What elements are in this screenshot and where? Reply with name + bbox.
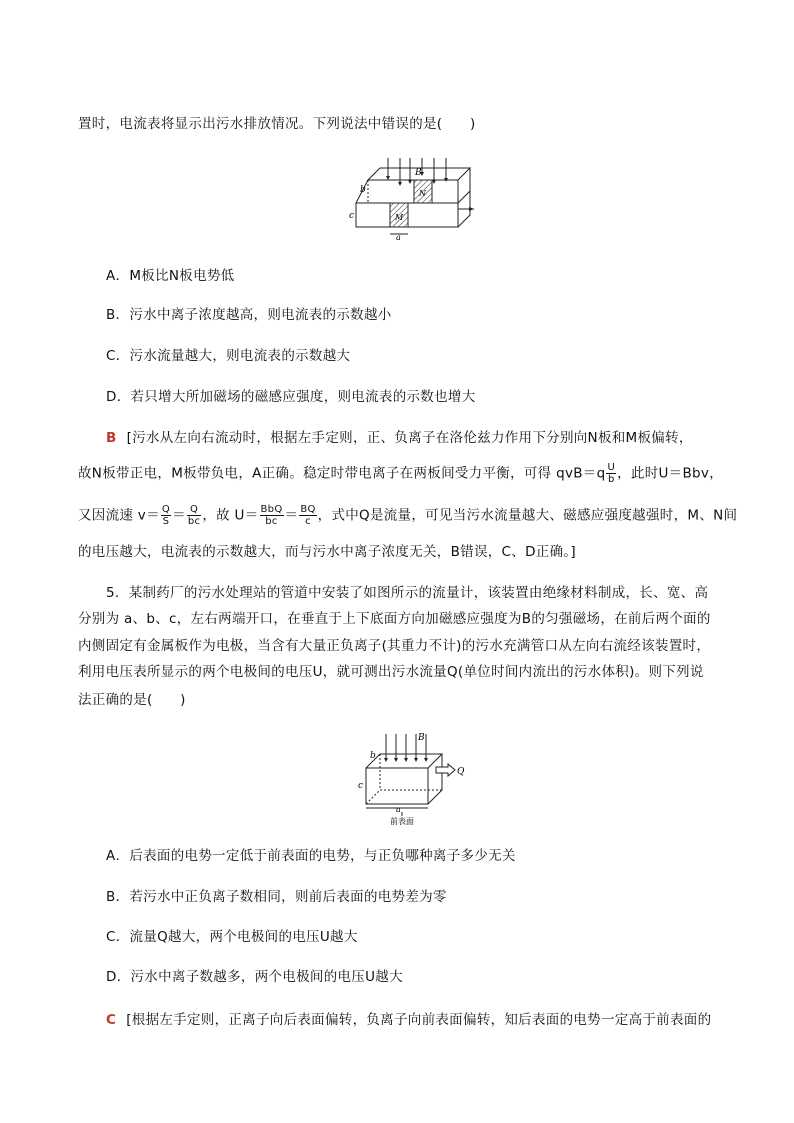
q4-expl-l3a: 又因流速 v＝: [78, 507, 160, 524]
q5-answer-letter: C: [106, 1012, 117, 1028]
q5-option-c: C．流量Q越大，两个电极间的电压U越大: [106, 929, 358, 945]
frac-num: BQ: [300, 504, 316, 515]
q5-fig-label-Q: Q: [457, 767, 465, 777]
q5-expl-l1: [根据左手定则，正离子向后表面偏转，负离子向前表面偏转，知后表面的电势一定高于前表面的: [126, 1012, 712, 1028]
q4-explanation-line2: [78, 462, 723, 485]
frac-num: BbQ: [260, 504, 283, 515]
q4-fig-label-c: c: [349, 211, 355, 221]
q5-option-b: B．若污水中正负离子数相同，则前后表面的电势差为零: [106, 889, 447, 905]
q4-stem-tail: 置时，电流表将显示出污水排放情况。下列说法中错误的是( ): [78, 116, 476, 132]
q5-fig-label-front: 前表面: [390, 817, 414, 826]
q4-option-a: A．M板比N板电势低: [106, 268, 235, 284]
q4-fig-label-a: a: [396, 233, 401, 240]
q4-fig-label-M: M: [395, 213, 404, 222]
q4-option-d: D．若只增大所加磁场的磁感应强度，则电流表的示数也增大: [106, 389, 476, 405]
q5-fig-label-b: b: [370, 751, 376, 761]
q4-frac-q-over-bc: [187, 504, 201, 527]
frac-den: c: [305, 516, 311, 527]
q4-fig-label-b: b: [360, 185, 366, 195]
q5-fig-label-a: a: [396, 805, 401, 814]
q4-frac-u-over-b: [606, 462, 616, 485]
q4-expl-l3b: ，故 U＝: [202, 507, 259, 524]
q5-option-d: D．污水中离子数越多，两个电极间的电压U越大: [106, 969, 403, 985]
q4-option-b: B．污水中离子浓度越高，则电流表的示数越小: [106, 307, 392, 323]
q4-frac-bbq-over-bc: [260, 504, 284, 527]
q5-stem-line4: 利用电压表所显示的两个电极间的电压U，就可测出污水流量Q(单位时间内流出的污水体积)。则下列说: [78, 664, 704, 680]
q5-stem-line5: 法正确的是( ): [78, 692, 186, 708]
q4-explanation-line1: [106, 428, 693, 448]
equals: ＝: [284, 507, 299, 524]
q4-expl-l1: [污水从左向右流动时，根据左手定则，正、负离子在洛伦兹力作用下分别向N板和M板偏转，: [126, 430, 693, 446]
frac-den: S: [162, 516, 170, 527]
q4-frac-q-over-s: [161, 504, 171, 527]
q5-stem-line1: 5．某制药厂的污水处理站的管道中安装了如图所示的流量计，该装置由绝缘材料制成，长、宽、高: [106, 585, 709, 601]
equals: ＝: [172, 507, 186, 524]
frac-num: Q: [187, 504, 201, 516]
q4-frac-bq-over-c: [299, 504, 316, 527]
q5-stem-line2: 分别为 a、b、c，左右两端开口，在垂直于上下底面方向加磁感应强度为B的匀强磁场，在前后两个面的: [78, 611, 711, 627]
q4-option-c: C．污水流量越大，则电流表的示数越大: [106, 348, 351, 364]
q4-explanation-line3: [78, 504, 737, 527]
q4-expl-l2a: 故N板带正电，M板带负电，A正确。稳定时带电离子在两板间受力平衡，可得 qvB＝q: [78, 465, 606, 482]
frac-den: b: [607, 474, 615, 485]
q5-figure: [356, 730, 472, 826]
frac-num: Q: [161, 504, 171, 515]
q5-fig-label-c: c: [358, 781, 364, 791]
frac-den: bc: [265, 516, 278, 527]
q5-fig-label-B: B: [418, 733, 425, 743]
q4-fig-label-B: B: [415, 168, 422, 178]
q4-explanation-line4: 的电压越大，电流表的示数越大，而与污水中离子浓度无关，B错误，C、D正确。]: [78, 544, 576, 560]
frac-den: bc: [187, 516, 201, 527]
q5-option-a: A．后表面的电势一定低于前表面的电势，与正负哪种离子多少无关: [106, 848, 516, 864]
q4-expl-l2b: ，此时U＝Bbv，: [617, 465, 723, 482]
frac-num: U: [607, 462, 616, 473]
q5-stem-line3: 内侧固定有金属板作为电极，当含有大量正负离子(其重力不计)的污水充满管口从左向右流经该装置时，: [78, 638, 711, 654]
q5-explanation-line1: [106, 1010, 711, 1030]
q4-figure: [348, 158, 474, 240]
q4-expl-l3c: ，式中Q是流量，可见当污水流量越大、磁感应强度越强时，M、N间: [317, 507, 738, 524]
q4-answer-letter: B: [106, 430, 117, 446]
q4-fig-label-N: N: [419, 189, 426, 198]
